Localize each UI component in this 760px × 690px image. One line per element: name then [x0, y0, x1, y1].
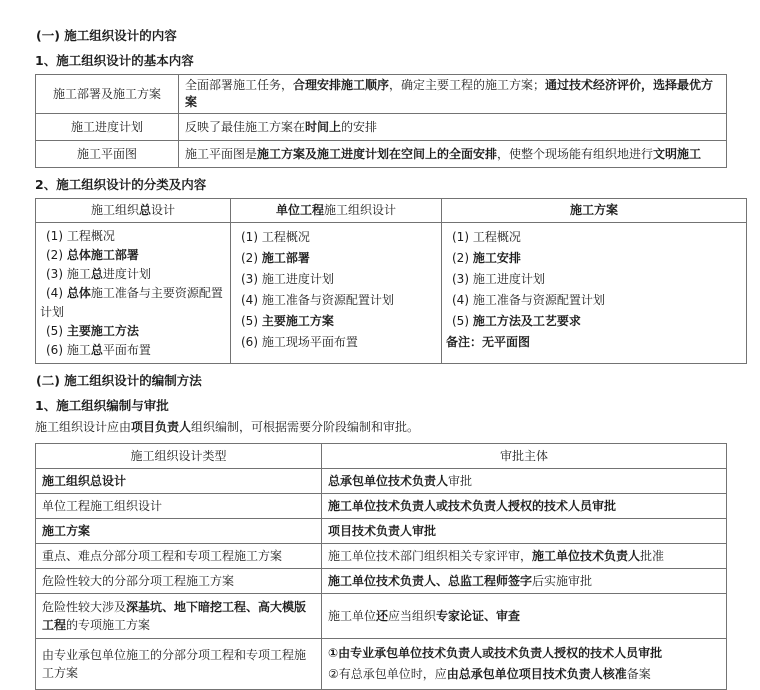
list-item: (2) 总体施工部署 — [46, 248, 139, 262]
row-label: 施工平面图 — [36, 141, 179, 168]
table-header-row — [36, 199, 747, 223]
table-row — [36, 639, 727, 690]
row-content: 反映了最佳施工方案在时间上的安排 — [179, 114, 727, 141]
list-item: (1) 工程概况 — [241, 230, 310, 244]
column-header: 施工方案 — [442, 199, 747, 223]
unit-project-items — [231, 223, 442, 364]
list-item: (3) 施工总进度计划 — [46, 267, 151, 281]
list-item: (5) 施工方法及工艺要求 — [452, 314, 581, 328]
table-row — [36, 494, 727, 519]
list-item: (1) 工程概况 — [452, 230, 521, 244]
approver-cell: 项目技术负责人审批 — [322, 519, 727, 544]
design-type-cell: 由专业承包单位施工的分部分项工程和专项工程施工方案 — [36, 639, 322, 690]
row-label: 施工进度计划 — [36, 114, 179, 141]
column-header: 审批主体 — [322, 444, 727, 469]
section-1-title: (一) 施工组织设计的内容 — [36, 28, 177, 43]
list-item: (1) 工程概况 — [46, 229, 115, 243]
construction-scheme-items — [442, 223, 747, 364]
design-type-cell: 单位工程施工组织设计 — [36, 494, 322, 519]
approval-table — [35, 443, 727, 690]
table-row — [36, 569, 727, 594]
table-row — [36, 75, 727, 114]
section-2-1-title: 1、施工组织编制与审批 — [35, 398, 169, 413]
approver-cell: 施工单位还应当组织专家论证、审查 — [322, 594, 727, 639]
table-body-row — [36, 223, 747, 364]
list-item: (3) 施工进度计划 — [452, 272, 545, 286]
table-row — [36, 141, 727, 168]
list-item: (5) 主要施工方案 — [241, 314, 334, 328]
design-type-cell: 重点、难点分部分项工程和专项工程施工方案 — [36, 544, 322, 569]
column-header: 施工组织总设计 — [36, 199, 231, 223]
classification-table — [35, 198, 747, 364]
note-line: 备注：无平面图 — [446, 335, 531, 349]
section-1-2-title: 2、施工组织设计的分类及内容 — [35, 177, 207, 192]
row-content: 全面部署施工任务，合理安排施工顺序，确定主要工程的施工方案；通过技术经济评价，选择最优方案 — [179, 75, 727, 114]
column-header: 单位工程施工组织设计 — [231, 199, 442, 223]
row-label: 施工部署及施工方案 — [36, 75, 179, 114]
design-type-cell: 施工方案 — [36, 519, 322, 544]
approver-cell: 施工单位技术部门组织相关专家评审，施工单位技术负责人批准 — [322, 544, 727, 569]
section-1-1-title: 1、施工组织设计的基本内容 — [35, 53, 194, 68]
list-item: (2) 施工安排 — [452, 251, 521, 265]
section-2-title: (二) 施工组织设计的编制方法 — [36, 373, 202, 388]
column-header: 施工组织设计类型 — [36, 444, 322, 469]
approver-cell: 施工单位技术负责人或技术负责人授权的技术人员审批 — [322, 494, 727, 519]
table-row — [36, 469, 727, 494]
basic-content-table — [35, 74, 727, 168]
list-item: (4) 施工准备与资源配置计划 — [241, 293, 394, 307]
approver-line-1: ①由专业承包单位技术负责人或技术负责人授权的技术人员审批 — [328, 646, 663, 660]
design-type-cell: 危险性较大涉及深基坑、地下暗挖工程、高大模版工程的专项施工方案 — [36, 594, 322, 639]
table-row — [36, 594, 727, 639]
approver-line-2: ②有总承包单位时，应由总承包单位项目技术负责人核准备案 — [328, 667, 651, 681]
intro-paragraph: 施工组织设计应由项目负责人组织编制，可根据需要分阶段编制和审批。 — [35, 420, 420, 434]
design-type-cell: 危险性较大的分部分项工程施工方案 — [36, 569, 322, 594]
approver-cell: 施工单位技术负责人、总监工程师签字后实施审批 — [322, 569, 727, 594]
approver-cell — [322, 639, 727, 690]
list-item: (6) 施工总平面布置 — [46, 343, 151, 357]
list-item: (6) 施工现场平面布置 — [241, 335, 358, 349]
list-item: (2) 施工部署 — [241, 251, 310, 265]
table-row — [36, 114, 727, 141]
list-item: (4) 施工准备与资源配置计划 — [452, 293, 605, 307]
table-row — [36, 544, 727, 569]
table-header-row — [36, 444, 727, 469]
table-row — [36, 519, 727, 544]
general-design-items — [36, 223, 231, 364]
design-type-cell: 施工组织总设计 — [36, 469, 322, 494]
list-item: (5) 主要施工方法 — [46, 324, 139, 338]
list-item: (3) 施工进度计划 — [241, 272, 334, 286]
row-content: 施工平面图是施工方案及施工进度计划在空间上的全面安排，使整个现场能有组织地进行文明施工 — [179, 141, 727, 168]
list-item: (4) 总体施工准备与主要资源配置计划 — [40, 286, 223, 319]
approver-cell: 总承包单位技术负责人审批 — [322, 469, 727, 494]
